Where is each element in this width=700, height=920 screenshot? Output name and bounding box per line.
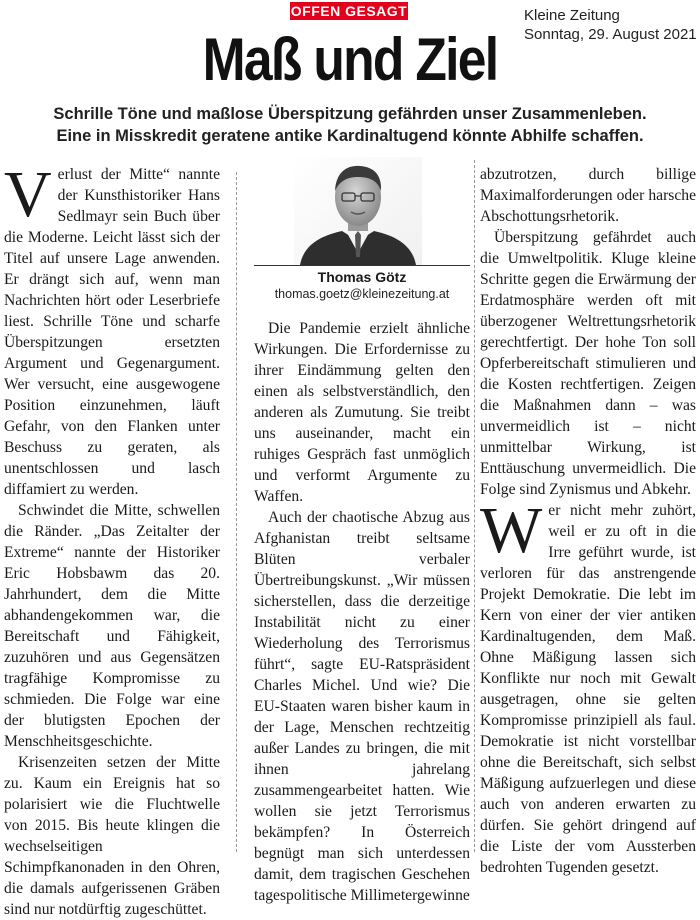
- author-name: Thomas Götz: [317, 269, 407, 285]
- paragraph-1-text: erlust der Mitte“ nannte der Kunsthistoriker Hans Sedlmayr sein Buch über die Moderne. Leicht lässt sich der Titel auf unsere Lage anwenden. Er drängt sich auf, wenn man Nachrichten hört oder Leserbriefe liest. Schrille Töne und scharfe Überspitzungen ersetzten Argument und Gegenargument. Wer versucht, eine ausgewogene Position einzunehmen, läuft Gefahr, von den Flanken unter Beschuss zu geraten, als unentschlossen und lasch diffamiert zu werden.: [4, 166, 220, 498]
- lead-text: [0, 103, 700, 147]
- author-email[interactable]: thomas.goetz@kleinezeitung.at: [274, 287, 450, 301]
- column-divider-right: [474, 160, 475, 852]
- lead-line-1: Schrille Töne und maßlose Überspitzung gefährden unser Zusammenleben.: [53, 105, 647, 123]
- author-portrait: [294, 157, 422, 265]
- headline: Maß und Ziel: [202, 26, 498, 93]
- paragraph-7: [480, 494, 696, 878]
- paragraph-5: Auch der chaotische Abzug aus Afghanistan treibt seltsame Blüten verbaler Übertreibungskunst. „Wir müssen sicherstellen, dass die derzeitige Instabilität nicht zu einer Wiederholung des Terrorismus führt“, sagte EU-Ratspräsident Charles Michel. Und wie? Die EU-Staaten waren bisher kaum in der Lage, Menschen rechtzeitig außer Landes zu bringen, die mit ihnen jahrelang zusammengearbeitet hatten. Wie wollen sie jetzt Terrorismus bekämpfen? In Österreich begnügt man sich unterdessen damit, dem tragischen Geschehen tagespolitische Millimetergewinne: [254, 509, 470, 904]
- lead-line-2: Eine in Misskredit geratene antike Kardinaltugend könnte Abhilfe schaffen.: [56, 127, 644, 145]
- article-column-2: [254, 318, 470, 906]
- article-column-3: [480, 164, 696, 878]
- byline-rule: [254, 265, 470, 266]
- paragraph-4: Die Pandemie erzielt ähnliche Wirkungen. Die Erfordernisse zu ihrer Eindämmung gelten den einen als selbstverständlich, den anderen als Zumutung. Sie treibt uns auseinander, macht ein ruhiges Gespräch fast unmöglich und verformt Argumente zu Waffen.: [254, 320, 470, 505]
- paragraph-7-text: er nicht mehr zuhört, weil er zu oft in die Irre geführt wurde, ist verloren für das anstrengende Projekt Demokratie. Die lebt im Kern von einer der vier antiken Kardinaltugenden, dem Maß. Ohne Mäßigung lassen sich Konflikte nur noch mit Gewalt ausgetragen, ohne sie gelten Kompromisse prinzipiell als faul. Demokratie ist nicht vorstellbar ohne die Bereitschaft, sich selbst Mäßigung aufzuerlegen und diese auch von anderen erwarten zu dürfen. Sie gehört dringend auf die Liste der vom Aussterben bedrohten Tugenden gesetzt.: [480, 502, 696, 876]
- publication-date: Sonntag, 29. August 2021: [524, 26, 697, 43]
- column-divider-left: [236, 172, 237, 852]
- paragraph-6: Überspitzung gefährdet auch die Umweltpolitik. Kluge kleine Schritte gegen die Erwärmung der Erdatmosphäre werden oft mit überzogener Weltrettungsrhetorik gerechtfertigt. Der hohe Ton soll Opferbereitschaft stimulieren und die Kosten rechtfertigen. Zeigen die Maßnahmen dann – was unvermeidlich ist – nicht unmittelbar Wirkung, ist Enttäuschung unvermeidlich. Die Folge sind Zynismus und Abkehr.: [480, 229, 696, 498]
- drop-cap: V: [4, 158, 52, 231]
- paragraph-2: Schwindet die Mitte, schwellen die Ränder. „Das Zeitalter der Extreme“ nannte der Historiker Eric Hobsbawm das 20. Jahrhundert, dem die Mitte abhandengekommen war, die Bereitschaft und Fähigkeit, zuzuhören und aus Gegensätzen tragfähige Kompromisse zu schmieden. Die Folge war eine der blutigsten Epochen der Menschheitsgeschichte.: [4, 502, 220, 750]
- paragraph-3: Krisenzeiten setzen der Mitte zu. Kaum ein Ereignis hat so polarisiert wie die Fluchtwelle von 2015. Bis heute klingen die wechselseitigen Schimpfkanonaden in den Ohren, die damals aufgerissenen Gräben sind nur notdürftig zugeschüttet.: [4, 754, 220, 918]
- publication-name: Kleine Zeitung: [524, 7, 620, 24]
- paragraph-1: [4, 158, 220, 500]
- paragraph-5-continued: abzutrotzen, durch billige Maximalforderungen oder harsche Abschottungsrhetorik.: [480, 166, 696, 225]
- drop-cap: W: [480, 494, 543, 567]
- section-rubric: OFFEN GESAGT: [290, 3, 408, 19]
- article-column-1: [4, 158, 220, 920]
